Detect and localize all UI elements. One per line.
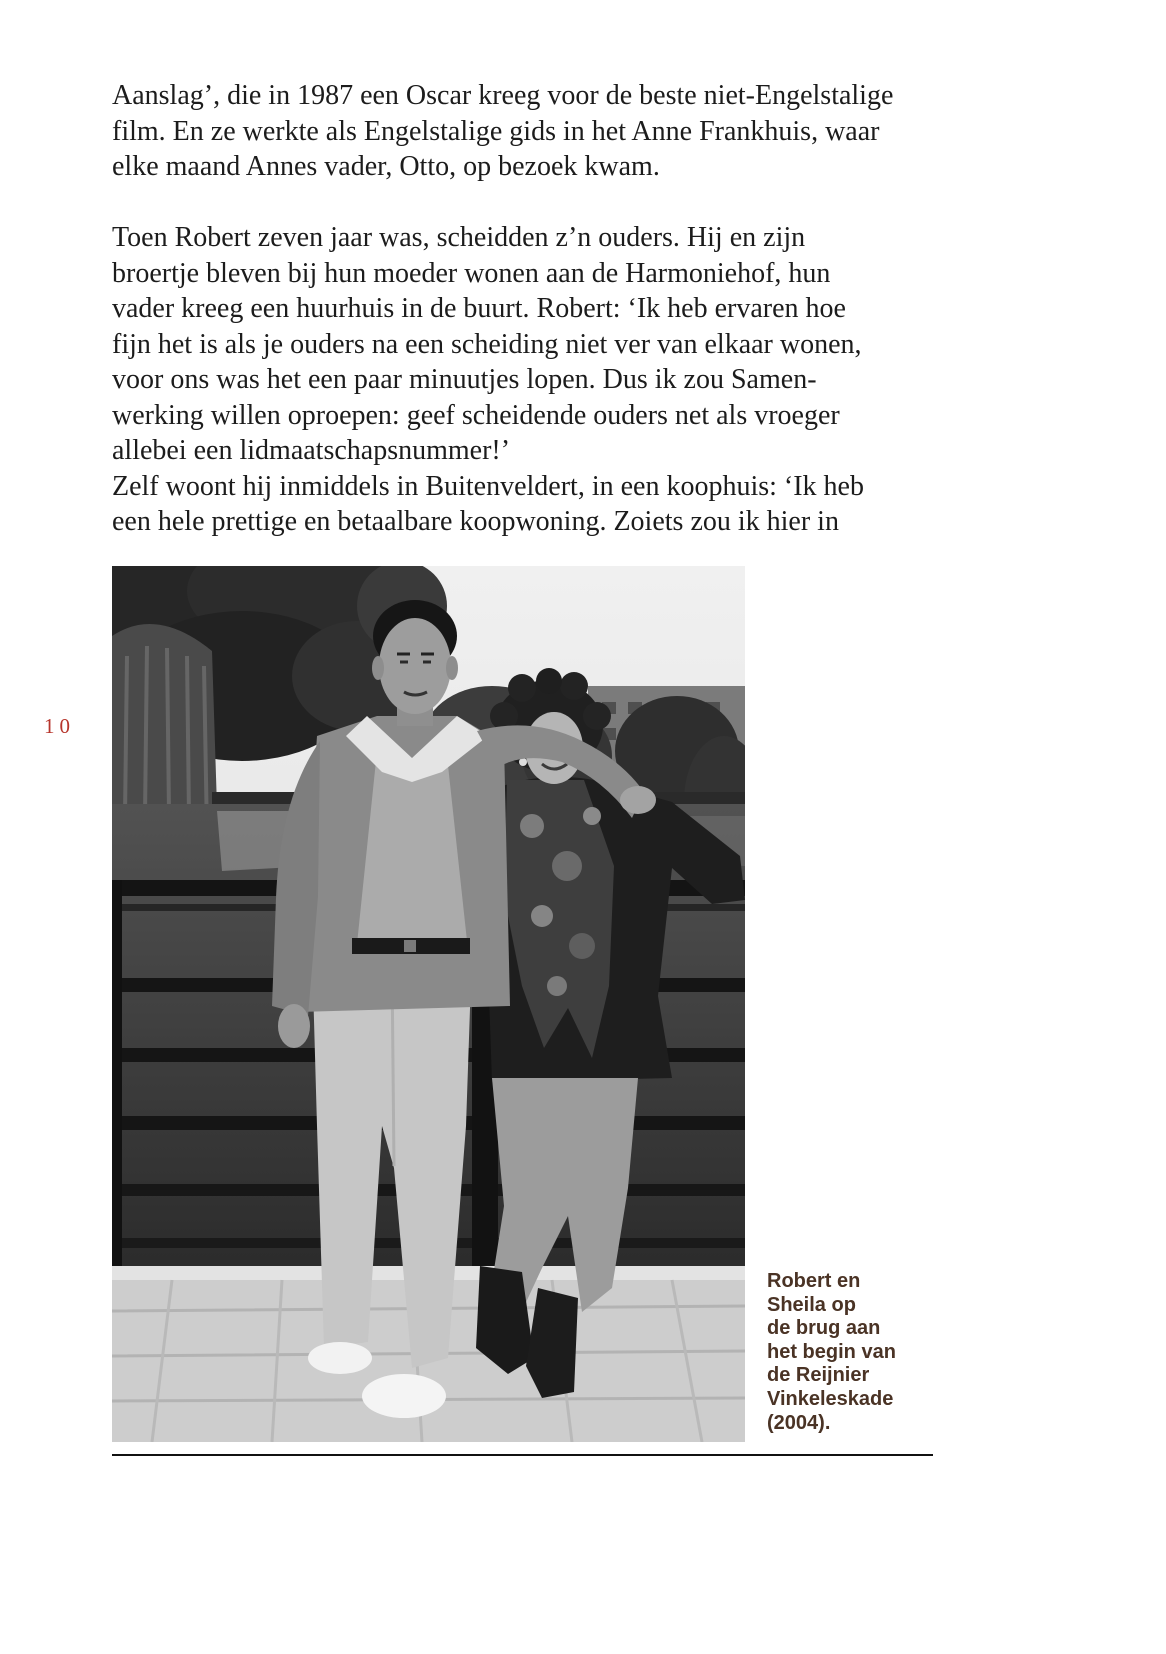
caption-line: (2004). bbox=[767, 1411, 831, 1434]
caption-line: de brug aan bbox=[767, 1317, 881, 1340]
photo-illustration bbox=[112, 566, 745, 1442]
text-line: fijn het is als je ouders na een scheiding niet ver van elkaar wonen, bbox=[112, 328, 862, 360]
text-line: Toen Robert zeven jaar was, scheidden z’n ouders. Hij en zijn bbox=[112, 222, 806, 253]
text-line: een hele prettige en betaalbare koopwoning. Zoiets zou ik hier in bbox=[112, 506, 839, 537]
caption-line: Sheila op bbox=[767, 1293, 856, 1316]
photo-robert-and-sheila bbox=[112, 566, 745, 1442]
text-line: film. En ze werkte als Engelstalige gids in het Anne Frankhuis, waar bbox=[112, 115, 880, 147]
caption-line: Robert en bbox=[767, 1270, 861, 1292]
text-line: allebei een lidmaatschapsnummer!’ bbox=[112, 435, 511, 466]
text-line: broertje bleven bij hun moeder wonen aan de Harmoniehof, hun bbox=[112, 257, 831, 289]
paragraph-1 bbox=[112, 78, 972, 185]
bottom-rule bbox=[112, 1454, 933, 1456]
photo-caption bbox=[767, 1270, 947, 1435]
caption-line: het begin van bbox=[767, 1340, 896, 1363]
caption-line: de Reijnier bbox=[767, 1364, 870, 1387]
text-line: voor ons was het een paar minuutjes lopen. Dus ik zou Samen- bbox=[112, 364, 817, 395]
text-line: vader kreeg een huurhuis in de buurt. Robert: ‘Ik heb ervaren hoe bbox=[112, 293, 846, 324]
text-line: Aanslag’, die in 1987 een Oscar kreeg voor de beste niet-Engelstalige bbox=[112, 80, 894, 111]
text-line: werking willen oproepen: geef scheidende ouders net als vroeger bbox=[112, 399, 840, 431]
paragraph-2 bbox=[112, 220, 972, 540]
text-line: elke maand Annes vader, Otto, op bezoek kwam. bbox=[112, 151, 660, 182]
text-line: Zelf woont hij inmiddels in Buitenveldert, in een koophuis: ‘Ik heb bbox=[112, 470, 864, 502]
caption-line: Vinkeleskade bbox=[767, 1387, 894, 1410]
page-number: 10 bbox=[44, 714, 75, 738]
